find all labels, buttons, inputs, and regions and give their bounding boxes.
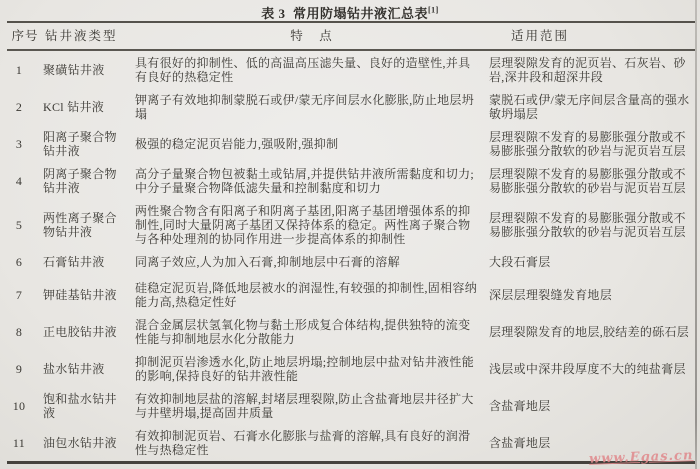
table-caption — [0, 0, 700, 21]
row-number: 11 — [12, 436, 26, 450]
row-number: 9 — [15, 362, 23, 376]
table-row — [7, 250, 695, 273]
row-number: 5 — [15, 218, 23, 232]
fluid-feature: 抑制泥页岩渗透水化,防止地层坍塌;控制地层中盐对钻井液性能的影响,保持良好的钻井液性能 — [135, 355, 475, 383]
table-row — [7, 125, 695, 162]
fluid-type: KCl 钻井液 — [43, 100, 105, 114]
table-row — [7, 88, 695, 125]
fluid-type: 正电胶钻井液 — [43, 325, 117, 339]
fluid-scope: 浅层或中深井段厚度不大的纯盐膏层 — [489, 362, 686, 376]
table-header-row — [7, 22, 695, 50]
fluid-type: 石膏钻井液 — [43, 255, 105, 269]
fluid-type: 阳离子聚合物钻井液 — [43, 130, 117, 158]
row-number: 6 — [15, 255, 23, 269]
fluid-feature: 极强的稳定泥页岩能力,强吸附,强抑制 — [135, 137, 339, 151]
fluid-scope: 层理裂隙发育的地层,胶结差的砾石层 — [489, 325, 690, 339]
scan-edge-shadow — [695, 0, 697, 469]
row-number: 10 — [12, 399, 26, 413]
fluid-feature: 有效抑制泥页岩、石膏水化膨胀与盐膏的溶解,具有良好的润滑性与热稳定性 — [135, 429, 471, 457]
fluid-feature: 混合金属层状氢氧化物与黏土形成复合体结构,提供独特的流变性能与抑制地层水化分散能力 — [135, 318, 471, 346]
row-number: 8 — [15, 325, 23, 339]
table-row — [7, 350, 695, 387]
fluid-feature: 具有很好的抑制性、低的高温高压滤失量、良好的造壁性,并具有良好的热稳定性 — [135, 56, 471, 84]
fluid-scope: 层理裂隙不发育的易膨胀强分散或不易膨胀强分散软的砂岩与泥页岩互层 — [489, 211, 686, 239]
fluid-type: 两性离子聚合物钻井液 — [43, 211, 117, 239]
fluid-feature: 同离子效应,人为加入石膏,抑制地层中石膏的溶解 — [135, 255, 400, 269]
fluid-scope: 层理裂隙发育的泥页岩、石灰岩、砂岩,深井段和超深井段 — [489, 56, 686, 84]
fluid-scope: 大段石膏层 — [489, 255, 551, 269]
fluid-scope: 蒙脱石或伊/蒙无序间层含量高的强水敏坍塌层 — [489, 93, 690, 121]
fluid-scope: 含盐膏地层 — [489, 436, 551, 450]
table-row — [7, 199, 695, 250]
table-caption-title: 常用防塌钻井液汇总表 — [292, 6, 428, 21]
row-number: 3 — [15, 137, 23, 151]
fluid-scope: 含盐膏地层 — [489, 399, 551, 413]
fluid-type: 盐水钻井液 — [43, 362, 105, 376]
fluid-type: 饱和盐水钻井液 — [43, 392, 117, 420]
watermark-text: www.Egas.cn — [588, 448, 694, 467]
fluid-scope: 层理裂隙不发育的易膨胀强分散或不易膨胀强分散软的砂岩与泥页岩互层 — [489, 130, 686, 158]
row-number: 1 — [15, 63, 23, 77]
fluid-type: 聚磺钻井液 — [43, 63, 105, 77]
column-header-type: 钻井液类型 — [43, 22, 135, 50]
table-caption-reference: [1] — [427, 5, 439, 15]
column-header-feature: 特 点 — [135, 22, 489, 50]
column-header-number: 序号 — [7, 22, 43, 50]
table-row — [7, 313, 695, 350]
table-row — [7, 273, 695, 313]
table-row — [7, 387, 695, 424]
table-caption-label: 表 3 — [261, 6, 286, 21]
fluid-feature: 钾离子有效地抑制蒙脱石或伊/蒙无序间层水化膨胀,防止地层坍塌 — [135, 93, 475, 121]
fluid-feature: 高分子量聚合物包被黏土或钻屑,并提供钻井液所需黏度和切力;中分子量聚合物降低滤失量和控制黏度和切力 — [135, 167, 475, 195]
fluid-feature: 硅稳定泥页岩,降低地层被水的润湿性,有较强的抑制性,固相容纳能力高,热稳定性好 — [135, 281, 478, 309]
table-row — [7, 162, 695, 199]
row-number: 4 — [15, 174, 23, 188]
fluid-feature: 有效抑制地层盐的溶解,封堵层理裂隙,防止含盐膏地层井径扩大与井壁坍塌,提高固井质量 — [135, 392, 474, 420]
fluid-scope: 深层层理裂缝发育地层 — [489, 288, 613, 302]
drilling-fluid-summary-table — [7, 21, 695, 464]
row-number: 2 — [15, 100, 23, 114]
fluid-type: 阴离子聚合物钻井液 — [43, 167, 117, 195]
fluid-type: 钾硅基钻井液 — [43, 288, 117, 302]
table-row — [7, 50, 695, 88]
table-header — [7, 22, 695, 50]
column-header-scope: 适用范围 — [489, 22, 695, 50]
fluid-type: 油包水钻井液 — [43, 436, 117, 450]
fluid-feature: 两性聚合物含有阳离子和阴离子基团,阳离子基团增强体系的抑制性,同时大量阴离子基团又保持体系的稳定。两性离子聚合物与各种处理剂的协同作用进一步提高体系的抑制性 — [135, 204, 471, 246]
fluid-scope: 层理裂隙不发育的易膨胀强分散或不易膨胀强分散软的砂岩与泥页岩互层 — [489, 167, 686, 195]
row-number: 7 — [15, 288, 23, 302]
table-body — [7, 50, 695, 463]
